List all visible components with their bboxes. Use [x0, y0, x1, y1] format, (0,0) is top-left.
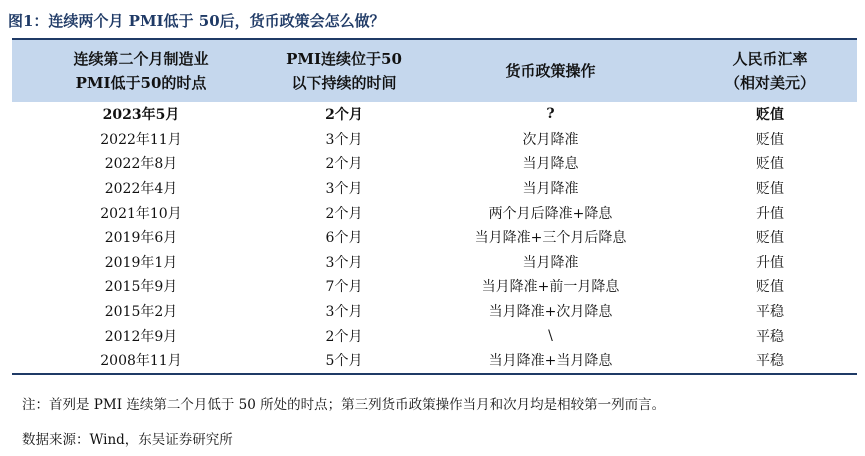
cell-rmb: 平稳: [683, 348, 857, 374]
pmi-policy-table: [12, 38, 857, 375]
table-row: [12, 250, 857, 275]
cell-date: 2015年9月: [104, 279, 178, 296]
table-row: [12, 274, 857, 299]
cell-policy: 当月降息: [522, 156, 579, 173]
cell-policy: 当月降准+前一月降息: [481, 279, 620, 296]
cell-policy: 当月降准+次月降息: [488, 304, 613, 321]
cell-policy: 当月降准+三个月后降息: [474, 230, 627, 247]
cell-policy: 当月降准+当月降息: [418, 348, 683, 374]
cell-policy: \: [548, 327, 553, 344]
table-row: [12, 151, 857, 176]
cell-date: 2008年11月: [12, 348, 270, 374]
header-rmb-exchange-rate: [683, 39, 857, 102]
cell-policy: ?: [546, 106, 555, 123]
header-first-pmi-below-50-date: [12, 39, 270, 102]
table-row: [12, 299, 857, 324]
cell-duration: 3个月: [325, 181, 363, 198]
table-row: [12, 200, 857, 225]
header-line: 货币政策操作: [505, 62, 596, 80]
cell-duration: 2个月: [325, 156, 363, 173]
cell-date: 2015年2月: [104, 304, 178, 321]
cell-rmb: 贬值: [756, 107, 784, 124]
cell-rmb: 升值: [756, 254, 784, 271]
cell-date: 2019年1月: [104, 254, 178, 271]
table-row: [12, 323, 857, 348]
header-line: 人民币汇率: [732, 50, 808, 68]
cell-duration: 3个月: [325, 304, 363, 321]
cell-duration: 3个月: [325, 254, 363, 271]
cell-date: 2022年11月: [100, 131, 182, 148]
table-row: [12, 102, 857, 127]
cell-duration: 5个月: [270, 348, 418, 374]
cell-rmb: 贬值: [756, 230, 784, 247]
cell-date: 2022年4月: [104, 181, 178, 198]
cell-duration: 2个月: [325, 205, 363, 222]
cell-duration: 6个月: [325, 230, 363, 247]
cell-duration: 2个月: [325, 107, 363, 124]
cell-rmb: 贬值: [756, 156, 784, 173]
pmi-policy-table-container: [12, 38, 857, 375]
table-row: [12, 225, 857, 250]
cell-date: 2012年9月: [104, 328, 178, 345]
cell-rmb: 贬值: [756, 181, 784, 198]
cell-policy: 次月降准: [522, 131, 579, 148]
cell-rmb: 升值: [756, 205, 784, 222]
cell-rmb: 贬值: [756, 279, 784, 296]
cell-duration: 3个月: [325, 131, 363, 148]
header-line: 连续第二个月制造业: [73, 50, 209, 68]
header-duration-below-50: [270, 39, 418, 102]
cell-duration: 7个月: [325, 279, 363, 296]
table-header-row: [12, 39, 857, 102]
cell-policy: 两个月后降准+降息: [488, 205, 613, 222]
cell-duration: 2个月: [325, 328, 363, 345]
header-line: PMI连续位于50: [286, 50, 402, 68]
table-row: [12, 348, 857, 374]
cell-rmb: 平稳: [756, 304, 784, 321]
header-line: （相对美元）: [724, 74, 815, 92]
cell-policy: 当月降准: [522, 181, 579, 198]
cell-policy: 当月降准: [522, 254, 579, 271]
cell-date: 2021年10月: [100, 205, 182, 222]
cell-date: 2022年8月: [104, 156, 178, 173]
cell-rmb: 平稳: [756, 328, 784, 345]
table-footnote: 注：首列是 PMI 连续第二个月低于 50 所处的时点；第三列货币政策操作当月和次月均是相较第一列而言。: [22, 397, 666, 413]
figure-title: 图1：连续两个月 PMI低于 50后，货币政策会怎么做？: [8, 12, 385, 30]
cell-date: 2019年6月: [104, 230, 178, 247]
table-row: [12, 127, 857, 152]
cell-rmb: 贬值: [756, 131, 784, 148]
header-line: PMI低于50的时点: [75, 74, 207, 92]
header-monetary-policy-action: [418, 39, 683, 102]
cell-date: 2023年5月: [102, 107, 180, 124]
header-line: 以下持续的时间: [291, 74, 397, 92]
table-row: [12, 176, 857, 201]
data-source: 数据来源：Wind，东吴证券研究所: [22, 432, 233, 448]
